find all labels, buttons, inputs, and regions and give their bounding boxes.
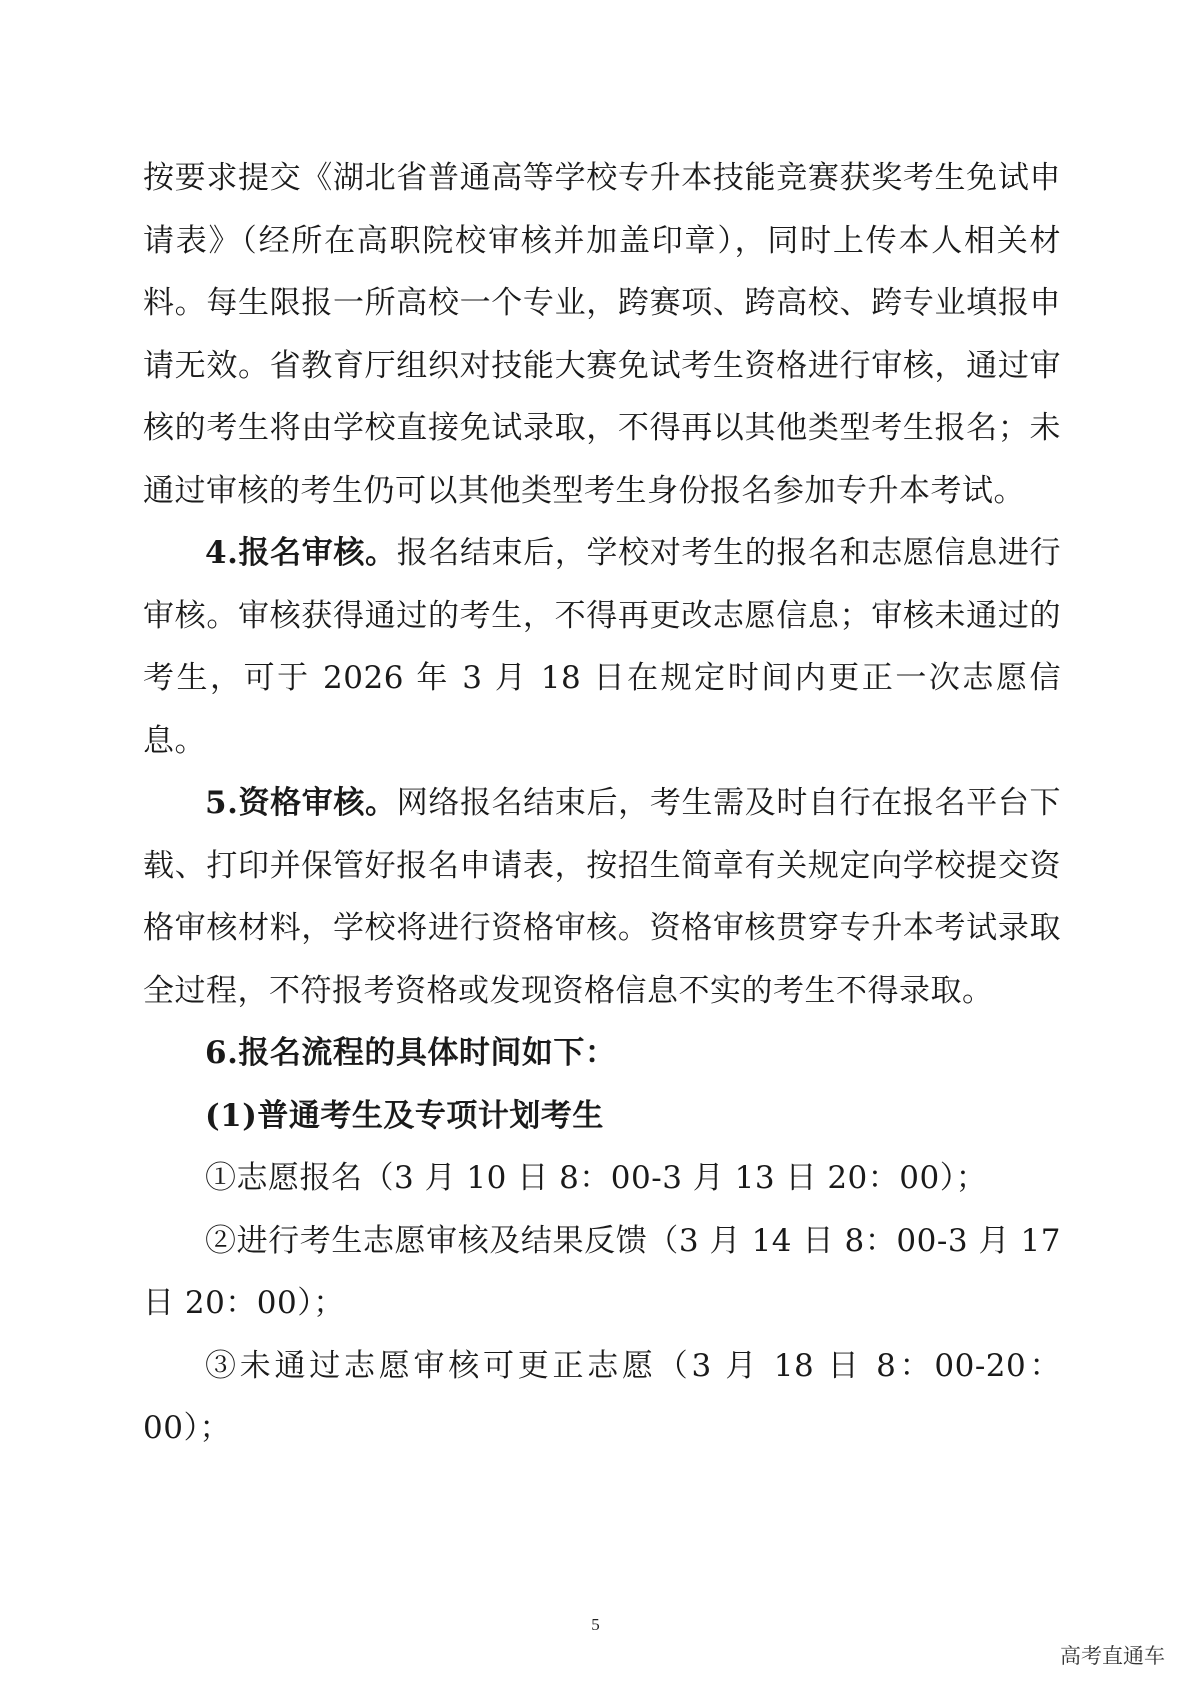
section-title-schedule: 6.报名流程的具体时间如下：	[205, 1035, 617, 1071]
schedule-item-application: ①志愿报名（3 月 10 日 8：00-3 月 13 日 20：00）；	[205, 1160, 988, 1196]
section-text-qualification-review: 网络报名结束后，考生需及时自行在报名平台下载、打印并保管好报名申请表，按招生简章有关规定向学校提交资格审核材料，学校将进行资格审核。资格审核贯穿专升本考试录取全过程，不符报考资格或发现资格信息不实的考生不得录取。	[143, 785, 1061, 1009]
paragraph-registration-review	[143, 522, 1061, 772]
section-title-registration-review: 4.报名审核。	[205, 535, 397, 571]
section-title-qualification-review: 5.资格审核。	[205, 785, 397, 821]
schedule-item-review-feedback: ②进行考生志愿审核及结果反馈（3 月 14 日 8：00-3 月 17 日 20：00）；	[143, 1222, 1061, 1321]
paragraph-exemption-application: 按要求提交《湖北省普通高等学校专升本技能竞赛获奖考生免试申请表》（经所在高职院校审核并加盖印章），同时上传本人相关材料。每生限报一所高校一个专业，跨赛项、跨高校、跨专业填报申请无效。省教育厅组织对技能大赛免试考生资格进行审核，通过审核的考生将由学校直接免试录取，不得再以其他类型考生报名；未通过审核的考生仍可以其他类型考生身份报名参加专升本考试。	[143, 160, 1061, 509]
page-number: 5	[591, 1615, 600, 1634]
paragraph-qualification-review	[143, 772, 1061, 1022]
schedule-item-correction: ③未通过志愿审核可更正志愿（3 月 18 日 8：00-20：00）；	[143, 1347, 1061, 1446]
subsection-title-general-students: (1)普通考生及专项计划考生	[205, 1097, 604, 1134]
section-text-registration-review: 报名结束后，学校对考生的报名和志愿信息进行审核。审核获得通过的考生，不得再更改志愿信息；审核未通过的考生，可于 2026 年 3 月 18 日在规定时间内更正一次志愿信息。	[143, 535, 1061, 759]
watermark-text: 高考直通车	[1060, 1644, 1165, 1668]
document-body	[143, 147, 1061, 1460]
